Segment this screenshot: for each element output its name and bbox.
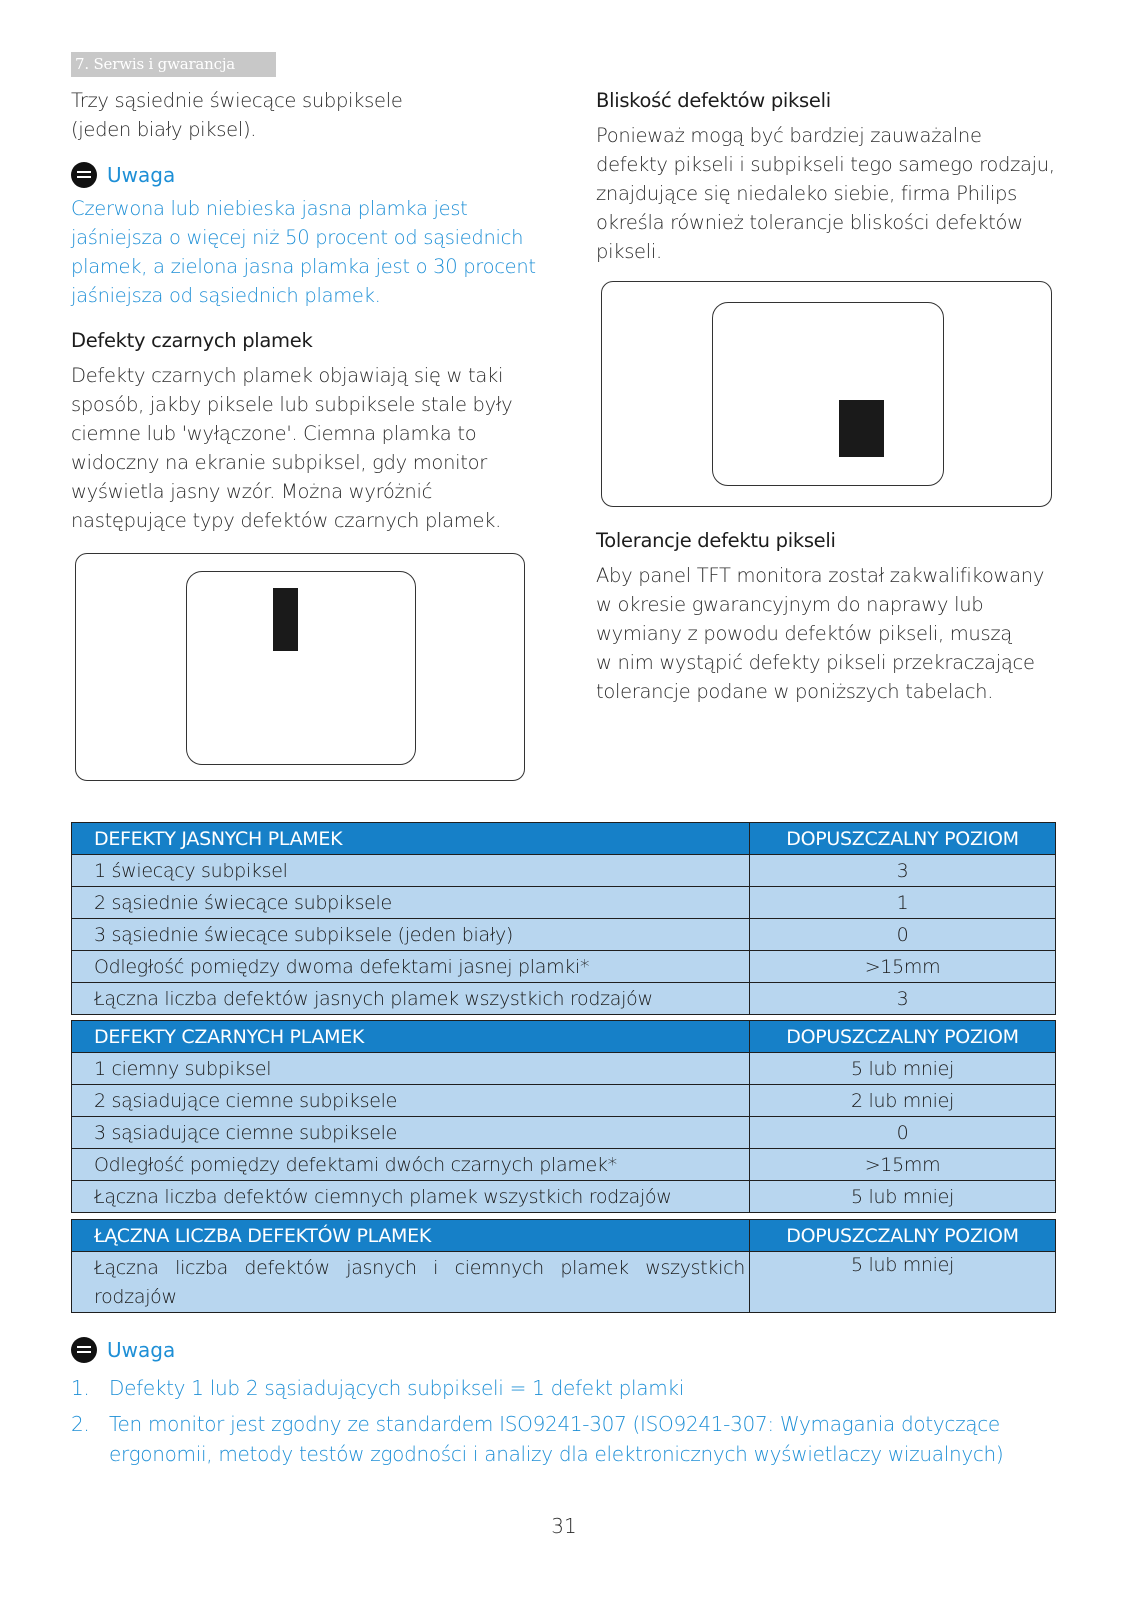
table-row — [72, 919, 1056, 951]
row-label: 1 świecący subpiksel — [72, 855, 750, 887]
note-line: Czerwona lub niebieska jasna plamka jest — [71, 197, 468, 220]
monitor-screen-illustration — [712, 302, 944, 486]
black-spots-text — [71, 361, 551, 535]
table-row — [72, 1252, 1056, 1313]
bright-defects-table — [71, 822, 1056, 1015]
list-text: Ten monitor jest zgodny ze standardem ISO9241-307 (ISO9241-307: Wymagania dotyczące ergonomii, metody testów zgodności i analizy dla elektronicznych wyświetlaczy wizualnych) — [109, 1412, 1004, 1466]
black-spots-heading: Defekty czarnych plamek — [71, 329, 313, 352]
right-column — [596, 86, 1066, 266]
list-item — [71, 1409, 1071, 1469]
table-header-level: DOPUSZCZALNY POZIOM — [750, 1220, 1056, 1252]
text-line: widoczny na ekranie subpiksel, gdy monitor — [71, 451, 487, 474]
note-line: jaśniejsza od sąsiednich plamek. — [71, 284, 381, 307]
black-dot-figure — [75, 553, 525, 781]
table-header-row — [72, 1021, 1056, 1053]
row-value: 5 lub mniej — [750, 1053, 1056, 1085]
proximity-text — [596, 121, 1066, 266]
note-title: Uwaga — [107, 1338, 176, 1362]
row-label: Łączna liczba defektów jasnych i ciemnych plamek wszystkich rodzajów — [72, 1252, 750, 1313]
row-label: Łączna liczba defektów ciemnych plamek wszystkich rodzajów — [72, 1181, 750, 1213]
proximity-figure — [601, 281, 1052, 507]
note-text — [71, 194, 551, 310]
table-header-row — [72, 1220, 1056, 1252]
text-line: następujące typy defektów czarnych plamek. — [71, 509, 502, 532]
table-header-level: DOPUSZCZALNY POZIOM — [750, 823, 1056, 855]
text-line: w nim wystąpić defekty pikseli przekraczające — [596, 651, 1035, 674]
list-number: 2. — [71, 1412, 90, 1436]
intro-line-1: Trzy sąsiednie świecące subpiksele — [71, 89, 403, 112]
row-value: 3 — [750, 855, 1056, 887]
text-line: znajdujące się niedaleko siebie, firma Philips — [596, 182, 1017, 205]
row-label: 3 sąsiednie świecące subpiksele (jeden biały) — [72, 919, 750, 951]
text-line: wyświetla jasny wzór. Można wyróżnić — [71, 480, 433, 503]
text-line: pikseli. — [596, 240, 662, 263]
row-value: >15mm — [750, 1149, 1056, 1181]
table-row — [72, 1053, 1056, 1085]
table-row — [72, 951, 1056, 983]
text-line: w okresie gwarancyjnym do naprawy lub — [596, 593, 984, 616]
dark-subpixel — [273, 588, 298, 651]
section-tag: 7. Serwis i gwarancja — [71, 52, 276, 77]
table-row — [72, 887, 1056, 919]
row-label: 2 sąsiadujące ciemne subpiksele — [72, 1085, 750, 1117]
note-icon — [71, 162, 97, 188]
table-row — [72, 1085, 1056, 1117]
total-defects-table — [71, 1219, 1056, 1313]
text-line: Defekty czarnych plamek objawiają się w taki — [71, 364, 504, 387]
note-list — [71, 1373, 1071, 1469]
row-value: 5 lub mniej — [750, 1252, 1056, 1313]
tolerance-heading: Tolerancje defektu pikseli — [596, 529, 836, 552]
note-title: Uwaga — [107, 163, 176, 187]
row-value: 1 — [750, 887, 1056, 919]
list-item — [71, 1373, 1071, 1403]
row-value: >15mm — [750, 951, 1056, 983]
proximity-heading: Bliskość defektów pikseli — [596, 89, 831, 112]
text-line: sposób, jakby piksele lub subpiksele stale były — [71, 393, 513, 416]
note-icon — [71, 1337, 97, 1363]
list-number: 1. — [71, 1376, 90, 1400]
table-header-level: DOPUSZCZALNY POZIOM — [750, 1021, 1056, 1053]
table-row — [72, 855, 1056, 887]
note-line: jaśniejsza o więcej niż 50 procent od sąsiednich — [71, 226, 524, 249]
row-label: Odległość pomiędzy dwoma defektami jasnej plamki* — [72, 951, 750, 983]
table-header-cell: ŁĄCZNA LICZBA DEFEKTÓW PLAMEK — [72, 1220, 750, 1252]
monitor-screen-illustration — [186, 571, 416, 765]
text-line: Aby panel TFT monitora został zakwalifikowany — [596, 564, 1045, 587]
text-line: ciemne lub 'wyłączone'. Ciemna plamka to — [71, 422, 477, 445]
tolerance-text — [596, 561, 1066, 706]
defect-pixel-block — [839, 400, 884, 457]
text-line: określa również tolerancje bliskości defektów — [596, 211, 1023, 234]
row-value: 5 lub mniej — [750, 1181, 1056, 1213]
table-header-cell: DEFEKTY CZARNYCH PLAMEK — [72, 1021, 750, 1053]
table-row — [72, 1149, 1056, 1181]
table-header-row — [72, 823, 1056, 855]
table-row — [72, 983, 1056, 1015]
note-header — [71, 160, 551, 190]
row-value: 0 — [750, 1117, 1056, 1149]
dark-defects-table — [71, 1020, 1056, 1213]
text-line: tolerancje podane w poniższych tabelach. — [596, 680, 994, 703]
row-label: 3 sąsiadujące ciemne subpiksele — [72, 1117, 750, 1149]
intro-line-2: (jeden biały piksel). — [71, 118, 257, 141]
tolerance-section — [596, 526, 1066, 706]
left-column — [71, 86, 551, 535]
list-text: Defekty 1 lub 2 sąsiadujących subpikseli = 1 defekt plamki — [109, 1376, 684, 1400]
bottom-note — [71, 1335, 1071, 1475]
page-number: 31 — [551, 1514, 577, 1538]
table-row — [72, 1117, 1056, 1149]
row-label: 2 sąsiednie świecące subpiksele — [72, 887, 750, 919]
note-header — [71, 1335, 1071, 1365]
text-line: defekty pikseli i subpikseli tego samego rodzaju, — [596, 153, 1055, 176]
row-value: 0 — [750, 919, 1056, 951]
row-label: Łączna liczba defektów jasnych plamek wszystkich rodzajów — [72, 983, 750, 1015]
row-value: 3 — [750, 983, 1056, 1015]
table-row — [72, 1181, 1056, 1213]
table-header-cell: DEFEKTY JASNYCH PLAMEK — [72, 823, 750, 855]
note-line: plamek, a zielona jasna plamka jest o 30 procent — [71, 255, 536, 278]
text-line: wymiany z powodu defektów pikseli, muszą — [596, 622, 1012, 645]
text-line: Ponieważ mogą być bardziej zauważalne — [596, 124, 982, 147]
row-value: 2 lub mniej — [750, 1085, 1056, 1117]
row-label: 1 ciemny subpiksel — [72, 1053, 750, 1085]
row-label: Odległość pomiędzy defektami dwóch czarnych plamek* — [72, 1149, 750, 1181]
